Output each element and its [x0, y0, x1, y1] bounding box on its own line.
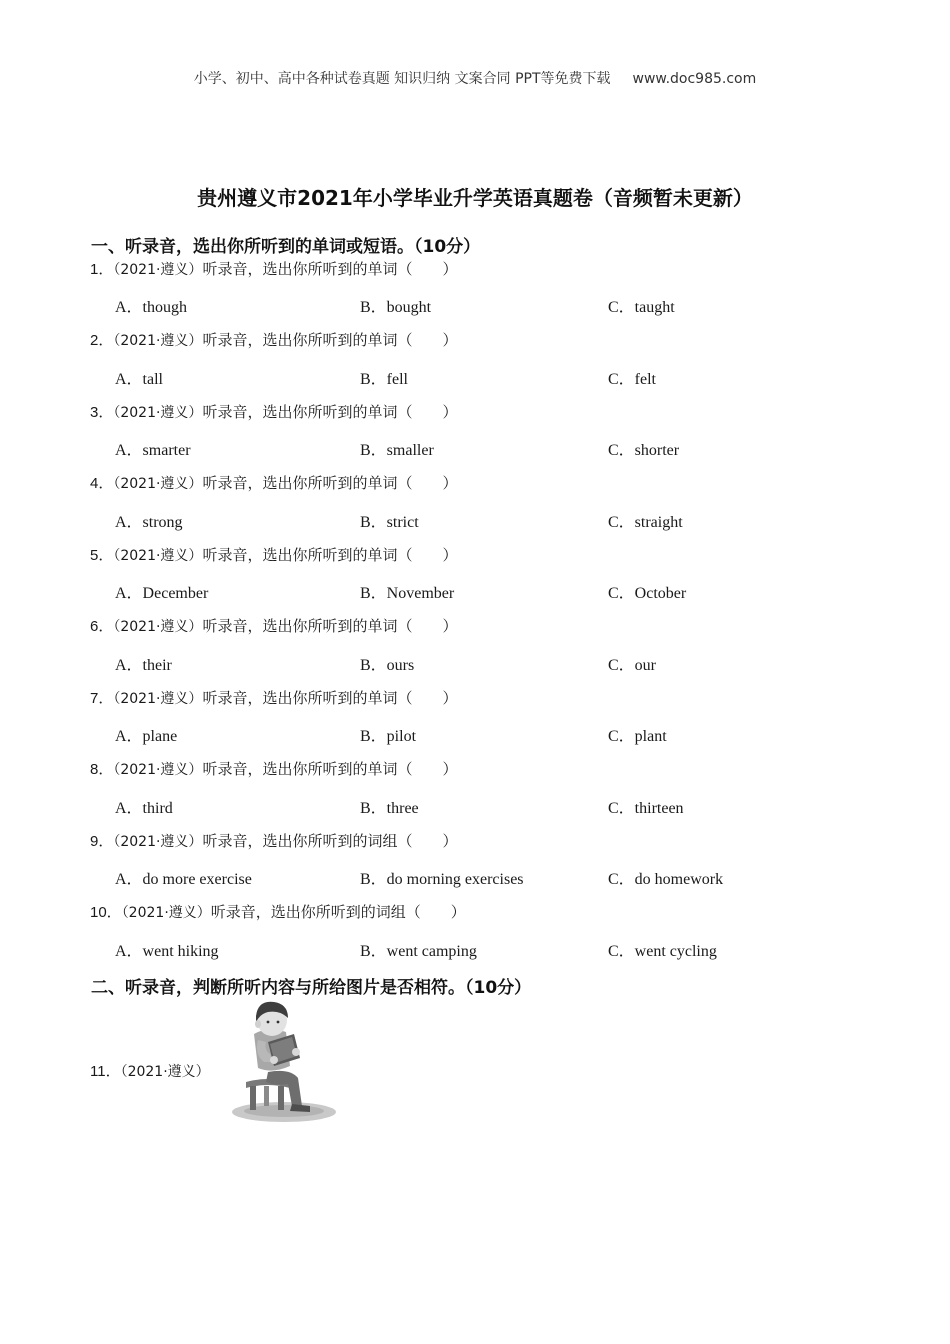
- option-b[interactable]: B．November: [360, 585, 455, 602]
- question-source: （2021·遵义）: [113, 548, 203, 564]
- page-header: [0, 68, 950, 88]
- question-number: 6．: [90, 618, 114, 635]
- question-source: （2021·遵义）: [120, 1064, 210, 1080]
- page-title: 贵州遵义市2021年小学毕业升学英语真题卷（音频暂未更新）: [197, 186, 753, 210]
- question-7: [90, 687, 457, 708]
- option-c[interactable]: C．our: [608, 657, 657, 674]
- section-2-heading: 二、听录音，判断所听内容与所给图片是否相符。（10分）: [91, 978, 532, 998]
- option-a[interactable]: A．December: [115, 585, 209, 602]
- question-number: 8．: [90, 761, 114, 778]
- option-b[interactable]: B．bought: [360, 299, 432, 316]
- boy-reading-picture: [228, 996, 340, 1126]
- question-8: [90, 758, 457, 779]
- question-5: [90, 544, 457, 565]
- option-a[interactable]: A．plane: [115, 728, 178, 745]
- question-source: （2021·遵义）: [113, 762, 203, 778]
- question-text: 听录音，选出你所听到的单词（ ）: [202, 689, 458, 707]
- question-number: 11．: [90, 1063, 121, 1080]
- question-9: [90, 830, 457, 851]
- question-source: （2021·遵义）: [121, 905, 211, 921]
- section-1-heading: 一、听录音，选出你所听到的单词或短语。（10分）: [91, 237, 481, 257]
- question-number: 4．: [90, 475, 114, 492]
- option-c[interactable]: C．shorter: [608, 442, 680, 459]
- option-a[interactable]: A．strong: [115, 514, 183, 531]
- option-c[interactable]: C．thirteen: [608, 800, 684, 817]
- option-c[interactable]: C．do homework: [608, 871, 724, 888]
- option-c[interactable]: C．straight: [608, 514, 683, 531]
- question-2: [90, 329, 457, 350]
- question-text: 听录音，选出你所听到的单词（ ）: [202, 403, 458, 421]
- question-number: 5．: [90, 547, 114, 564]
- question-3: [90, 401, 457, 422]
- option-b[interactable]: B．do morning exercises: [360, 871, 524, 888]
- question-4: [90, 472, 457, 493]
- question-source: （2021·遵义）: [113, 333, 203, 349]
- question-source: （2021·遵义）: [113, 691, 203, 707]
- question-number: 9．: [90, 833, 114, 850]
- question-number: 1．: [90, 261, 114, 278]
- option-b[interactable]: B．three: [360, 800, 419, 817]
- option-a[interactable]: A．went hiking: [115, 943, 219, 960]
- option-a[interactable]: A．their: [115, 657, 172, 674]
- header-text: 小学、初中、高中各种试卷真题 知识归纳 文案合同 PPT等免费下载: [193, 71, 611, 87]
- option-b[interactable]: B．strict: [360, 514, 419, 531]
- option-c[interactable]: C．October: [608, 585, 687, 602]
- question-text: 听录音，选出你所听到的词组（ ）: [210, 903, 466, 921]
- option-a[interactable]: A．tall: [115, 371, 163, 388]
- option-b[interactable]: B．fell: [360, 371, 408, 388]
- option-a[interactable]: A．though: [115, 299, 188, 316]
- option-b[interactable]: B．pilot: [360, 728, 417, 745]
- header-url[interactable]: www.doc985.com: [632, 71, 757, 87]
- question-number: 3．: [90, 404, 114, 421]
- question-10: [90, 901, 466, 922]
- question-text: 听录音，选出你所听到的单词（ ）: [202, 617, 458, 635]
- question-1: [90, 258, 457, 279]
- option-a[interactable]: A．do more exercise: [115, 871, 252, 888]
- question-text: 听录音，选出你所听到的单词（ ）: [202, 760, 458, 778]
- question-source: （2021·遵义）: [113, 476, 203, 492]
- question-11: [90, 1060, 210, 1081]
- question-number: 7．: [90, 690, 114, 707]
- option-a[interactable]: A．smarter: [115, 442, 191, 459]
- option-c[interactable]: C．taught: [608, 299, 675, 316]
- question-text: 听录音，选出你所听到的单词（ ）: [202, 546, 458, 564]
- question-6: [90, 615, 457, 636]
- question-number: 2．: [90, 332, 114, 349]
- option-c[interactable]: C．felt: [608, 371, 656, 388]
- option-b[interactable]: B．smaller: [360, 442, 434, 459]
- option-c[interactable]: C．went cycling: [608, 943, 717, 960]
- question-number: 10．: [90, 904, 122, 921]
- question-source: （2021·遵义）: [113, 262, 203, 278]
- question-text: 听录音，选出你所听到的单词（ ）: [202, 260, 458, 278]
- question-text: 听录音，选出你所听到的词组（ ）: [202, 832, 458, 850]
- option-b[interactable]: B．ours: [360, 657, 415, 674]
- option-c[interactable]: C．plant: [608, 728, 667, 745]
- option-a[interactable]: A．third: [115, 800, 173, 817]
- question-text: 听录音，选出你所听到的单词（ ）: [202, 474, 458, 492]
- question-source: （2021·遵义）: [113, 834, 203, 850]
- question-source: （2021·遵义）: [113, 619, 203, 635]
- question-source: （2021·遵义）: [113, 405, 203, 421]
- question-text: 听录音，选出你所听到的单词（ ）: [202, 331, 458, 349]
- option-b[interactable]: B．went camping: [360, 943, 477, 960]
